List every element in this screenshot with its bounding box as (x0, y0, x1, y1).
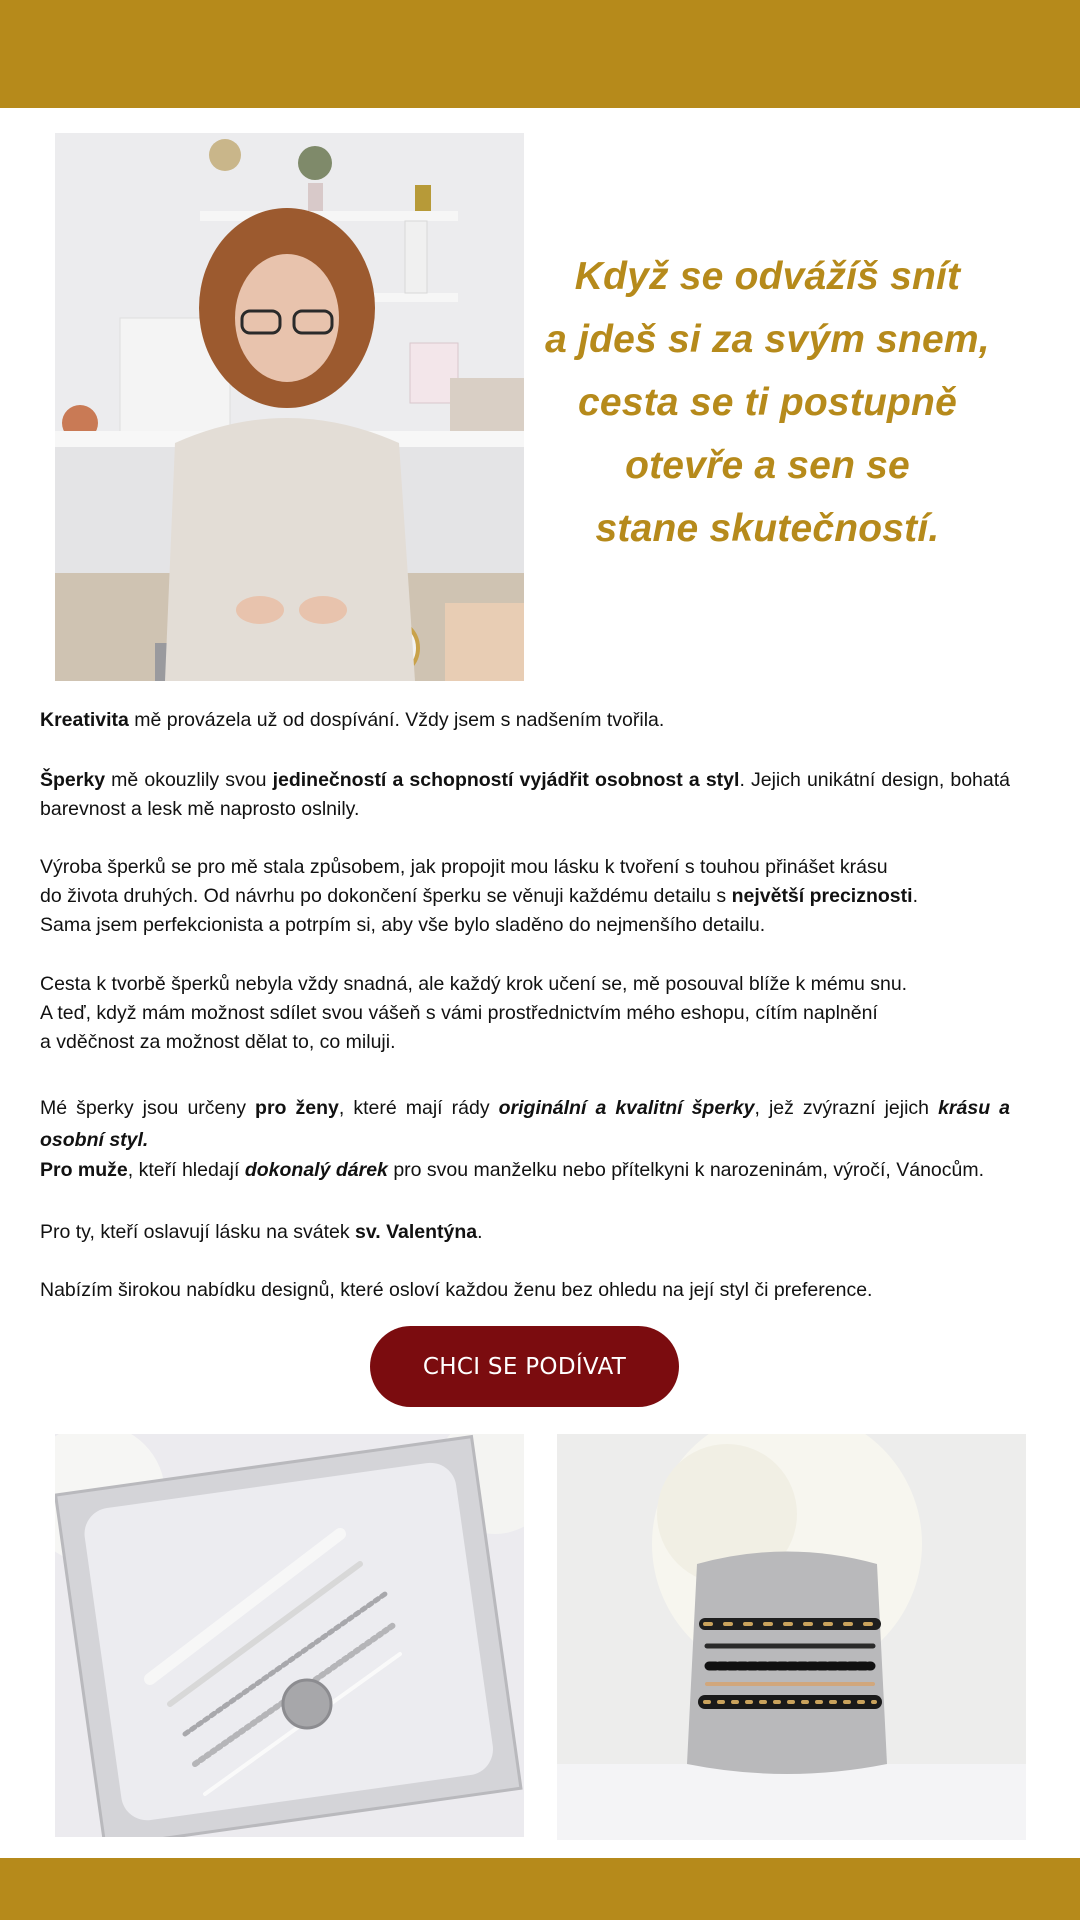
text: , které mají rády (338, 1097, 499, 1119)
text: Mé šperky jsou určeny (40, 1097, 256, 1119)
text-line: Výroba šperků se pro mě stala způsobem, jak propojit mou lásku k tvoření s touhou přinášet krásu (40, 856, 888, 878)
text: , jež zvýrazní jejich (754, 1097, 939, 1119)
text: pro svou manželku nebo přítelkyni k narozeninám, výročí, Vánocům. (387, 1159, 985, 1181)
paragraph-valentine (40, 1218, 1010, 1247)
product-photo-white-bracelets (55, 1434, 524, 1837)
paragraph-for-women (40, 1092, 1010, 1156)
bold-text: Šperky (40, 769, 106, 791)
text: . Jejich unikátní design, bohatá barevnost a lesk mě naprosto oslnily. (40, 769, 1011, 820)
paragraph-for-men (40, 1155, 1010, 1186)
quote-line: Když se odvážíš snít (574, 255, 961, 298)
text: Pro ty, kteří oslavují lásku na svátek (40, 1221, 356, 1243)
paragraph-jewelry (40, 766, 1010, 824)
paragraph-journey (40, 970, 1010, 1057)
bold-italic-text: dokonalý dárek (244, 1159, 388, 1181)
text: . (912, 885, 918, 907)
text: mě okouzlily svou (105, 769, 273, 791)
bold-italic-text: originální a kvalitní šperky (498, 1097, 755, 1119)
bold-text: největší preciznosti (731, 885, 913, 907)
paragraph-production (40, 853, 1010, 940)
quote-line: stane skutečností. (595, 507, 940, 550)
text-line: A teď, když mám možnost sdílet svou vášeň s vámi prostřednictvím mého eshopu, cítím naplnění (40, 1002, 878, 1024)
text-line: Nabízím širokou nabídku designů, které osloví každou ženu bez ohledu na její styl či preference. (40, 1279, 873, 1301)
bold-text: jedinečností a schopností vyjádřit osobnost a styl (272, 769, 740, 791)
hero-quote (530, 245, 1005, 560)
footer-bar (0, 1858, 1080, 1920)
text-line: Sama jsem perfekcionista a potrpím si, aby vše bylo sladěno do nejmenšího detailu. (40, 914, 766, 936)
bold-text: sv. Valentýna (355, 1221, 478, 1243)
text: do života druhých. Od návrhu po dokončení šperku se věnuji každému detailu s (40, 885, 732, 907)
quote-line: otevře a sen se (625, 444, 910, 487)
quote-line: cesta se ti postupně (578, 381, 957, 424)
quote-line: a jdeš si za svým snem, (545, 318, 990, 361)
header-bar (0, 0, 1080, 108)
bold-text: Pro muže (40, 1159, 128, 1181)
text-line: a vděčnost za možnost dělat to, co miluji. (40, 1031, 396, 1053)
paragraph-offer (40, 1276, 1010, 1305)
text-line: Cesta k tvorbě šperků nebyla vždy snadná, ale každý krok učení se, mě posouval blíže k mému snu. (40, 973, 908, 995)
bold-italic-text: krásu a osobní styl. (40, 1097, 1011, 1151)
view-shop-button[interactable]: CHCI SE PODÍVAT (370, 1326, 679, 1407)
paragraph-creativity (40, 706, 1010, 735)
text: mě provázela už od dospívání. Vždy jsem s nadšením tvořila. (128, 709, 665, 731)
portrait-photo (55, 133, 524, 681)
text: , kteří hledají (127, 1159, 245, 1181)
product-photo-black-bracelets (557, 1434, 1026, 1840)
bold-text: pro ženy (255, 1097, 339, 1119)
text: . (477, 1221, 483, 1243)
bold-text: Kreativita (40, 709, 129, 731)
